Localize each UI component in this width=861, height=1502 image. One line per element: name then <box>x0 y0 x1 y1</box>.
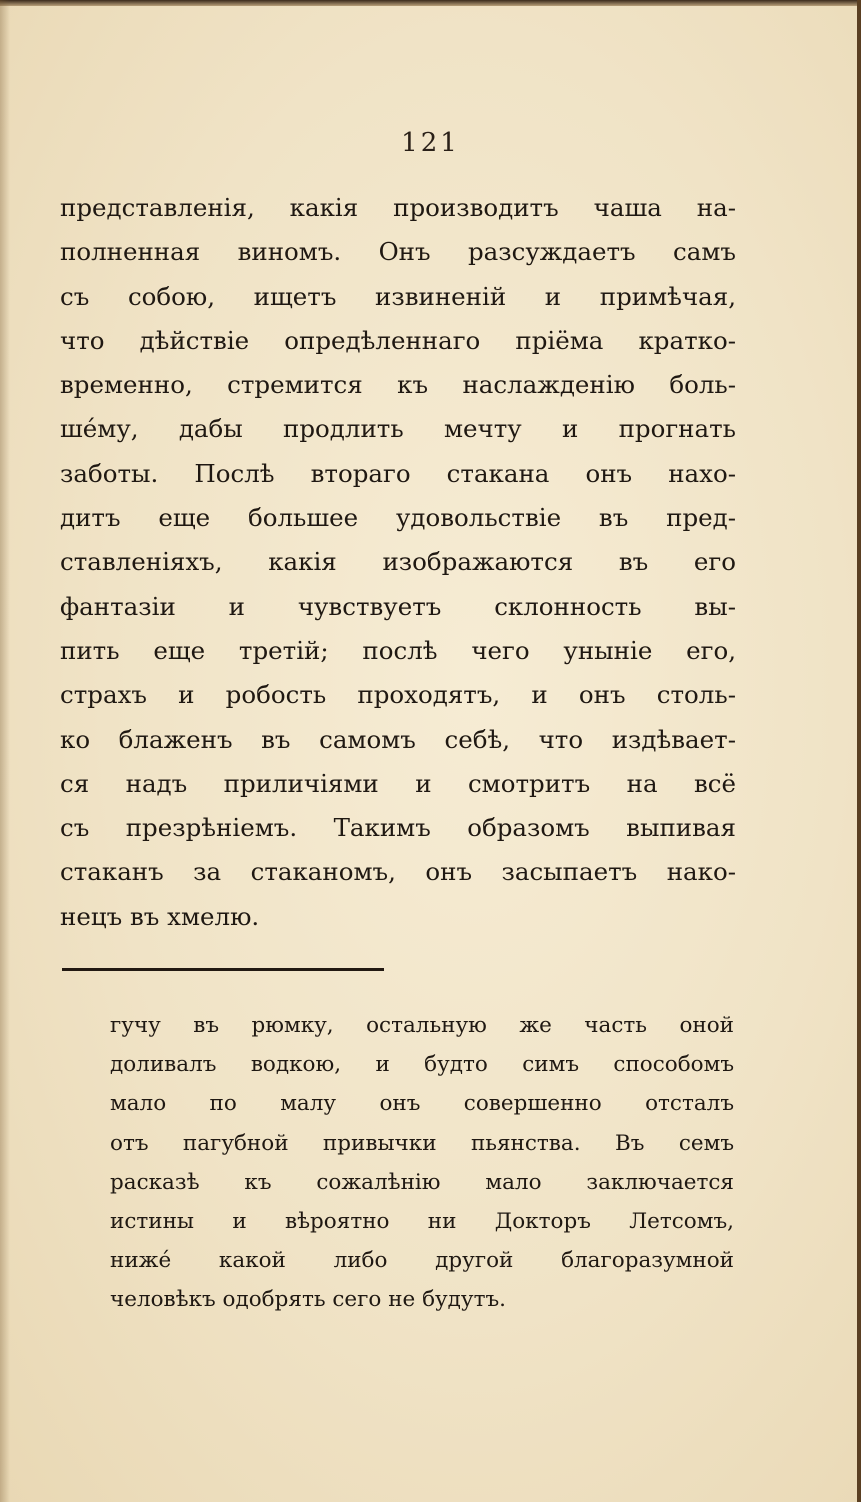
footnote-line: гучу въ рюмку, остальную же часть оной <box>110 1013 734 1038</box>
text-line: заботы. Послѣ втораго стакана онъ нахо- <box>60 458 736 488</box>
text-line: шéму, дабы продлить мечту и прогнать <box>60 414 736 444</box>
text-line: пить еще третій; послѣ чего уныніе его, <box>60 635 736 665</box>
text-line: ставленіяхъ, какія изображаются въ его <box>60 547 736 577</box>
text-line: ко блаженъ въ самомъ себѣ, что издѣвает- <box>60 724 736 754</box>
text-line: съ презрѣніемъ. Такимъ образомъ выпивая <box>60 813 736 843</box>
page-number: 121 <box>401 128 460 158</box>
footnote-line: истины и вѣроятно ни Докторъ Летсомъ, <box>110 1208 734 1234</box>
footnote-divider <box>62 968 384 971</box>
text-line: стаканъ за стаканомъ, онъ засыпаетъ нако- <box>60 857 736 887</box>
page-gutter-shadow <box>0 0 10 1502</box>
footnote-line: нижé какой либо другой благоразумной <box>110 1248 734 1274</box>
footnote-line: расказѣ къ сожалѣнію мало заключается <box>110 1169 734 1195</box>
text-line: съ собою, ищетъ извиненій и примѣчая, <box>60 281 736 311</box>
text-line: ся надъ приличіями и смотритъ на всё <box>60 768 736 798</box>
footnote-line: мало по малу онъ совершенно отсталъ <box>110 1091 734 1117</box>
footnote-line: человѣкъ одобрять сего не будутъ. <box>110 1287 506 1313</box>
footnote-line: доливалъ водкою, и будто симъ способомъ <box>110 1052 734 1078</box>
page-top-edge <box>0 0 861 6</box>
text-line: временно, стремится къ наслажденію боль- <box>60 370 736 400</box>
footnote-line: отъ пагубной привычки пьянства. Въ семъ <box>110 1130 734 1156</box>
text-line: фантазіи и чувствуетъ склонность вы- <box>60 591 736 621</box>
text-line: представленія, какія производитъ чаша на- <box>60 193 736 222</box>
text-line: нецъ въ хмелю. <box>60 901 260 931</box>
text-line: что дѣйствіе опредѣленнаго пріёма кратко- <box>60 325 736 355</box>
text-line: полненная виномъ. Онъ разсуждаетъ самъ <box>60 237 736 267</box>
text-line: страхъ и робость проходятъ, и онъ столь- <box>60 680 736 710</box>
text-line: дитъ еще большее удовольствіе въ пред- <box>60 503 736 533</box>
main-text-block <box>60 186 736 939</box>
page-right-edge <box>857 0 861 1502</box>
footnote-block <box>110 1006 734 1320</box>
